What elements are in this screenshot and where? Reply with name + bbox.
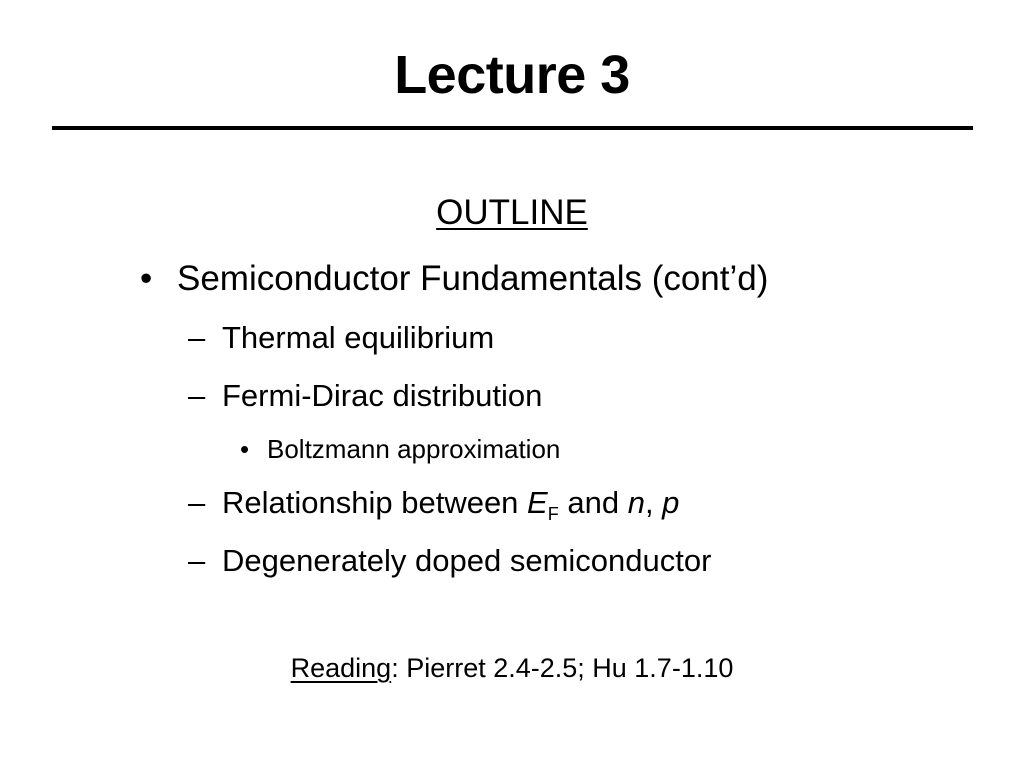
title-divider [52, 126, 973, 130]
bullet-marker: • [140, 259, 153, 298]
reading-label: Reading [290, 653, 392, 683]
subitem-fermi-dirac-distribution [188, 376, 542, 416]
subitem-relationship-ef-n-p [188, 483, 679, 534]
fermi-energy-symbol: E [527, 485, 548, 520]
subitem-text: Thermal equilibrium [222, 320, 495, 355]
subitem-text-middle: and [558, 485, 628, 520]
variable-n: n [627, 485, 645, 520]
outline-heading: OUTLINE [436, 193, 588, 232]
subitem-text: Degenerately doped semiconductor [222, 543, 712, 578]
subsubitem-boltzmann-approximation [240, 432, 560, 466]
reading-line [0, 650, 1024, 686]
dash-marker: – [188, 320, 206, 355]
slide-title: Lecture 3 [394, 45, 630, 105]
bullet-text: Semiconductor Fundamentals (cont’d) [177, 259, 769, 298]
subitem-degenerately-doped [188, 541, 711, 581]
subsubitem-text: Boltzmann approximation [267, 434, 561, 464]
fermi-energy-subscript: F [547, 504, 559, 524]
dash-marker: – [188, 543, 206, 578]
subitem-thermal-equilibrium [188, 318, 494, 358]
variable-p: p [662, 485, 680, 520]
variable-separator: , [644, 485, 663, 520]
bullet-item-semiconductor-fundamentals [140, 256, 768, 302]
dash-marker: – [188, 485, 206, 520]
reading-text: : Pierret 2.4-2.5; Hu 1.7-1.10 [391, 653, 734, 683]
bullet-marker: • [240, 434, 250, 464]
subitem-text: Fermi-Dirac distribution [222, 378, 543, 413]
subitem-text-prefix: Relationship between [222, 485, 528, 520]
dash-marker: – [188, 378, 206, 413]
